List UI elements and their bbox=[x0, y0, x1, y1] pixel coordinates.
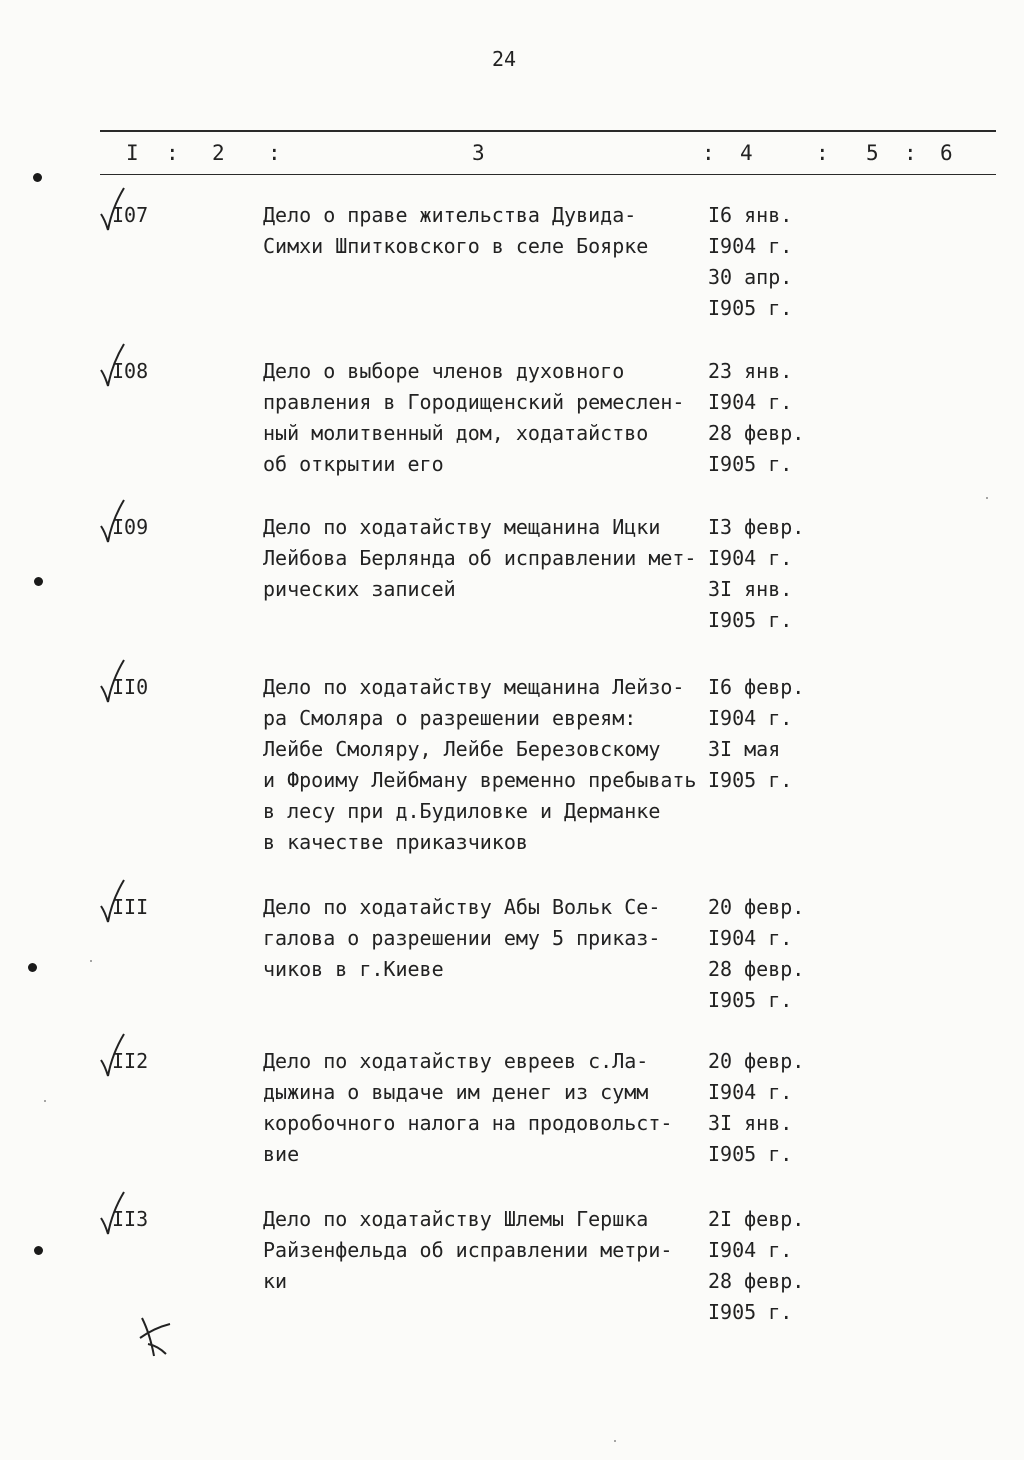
description-line: коробочного налога на продовольст- bbox=[263, 1111, 673, 1135]
description-line: галова о разрешении ему 5 приказ- bbox=[263, 926, 661, 950]
description-line: и Фроиму Лейбману временно пребывать bbox=[263, 768, 697, 792]
header-rule-bottom bbox=[100, 174, 996, 175]
description-line: ра Смоляра о разрешении евреям: bbox=[263, 706, 637, 730]
entry-dates bbox=[708, 356, 804, 480]
date-line: I904 г. bbox=[708, 234, 793, 258]
punch-hole-dot bbox=[33, 173, 42, 182]
entry-dates bbox=[708, 512, 804, 636]
description-line: Райзенфельда об исправлении метри- bbox=[263, 1238, 673, 1262]
header-col-2: 2 bbox=[212, 141, 225, 165]
punch-hole-dot bbox=[28, 963, 37, 972]
date-line: I6 февр. bbox=[708, 675, 805, 699]
entry-description bbox=[263, 892, 703, 985]
header-sep-4: : bbox=[816, 141, 829, 165]
entry-dates bbox=[708, 1046, 804, 1170]
entry-description bbox=[263, 200, 703, 262]
header-col-1: I bbox=[126, 141, 139, 165]
date-line: 3I янв. bbox=[708, 1111, 793, 1135]
description-line: в лесу при д.Будиловке и Дерманке bbox=[263, 799, 661, 823]
description-line: ки bbox=[263, 1269, 288, 1293]
description-line: об открытии его bbox=[263, 452, 444, 476]
date-line: I905 г. bbox=[708, 608, 793, 632]
date-line: 3I янв. bbox=[708, 577, 793, 601]
description-line: Дело по ходатайству Абы Вольк Се- bbox=[263, 895, 661, 919]
description-line: правления в Городищенский ремеслен- bbox=[263, 390, 685, 414]
date-line: I905 г. bbox=[708, 768, 793, 792]
entry-number: I09 bbox=[112, 515, 149, 539]
description-line: Дело о праве жительства Дувида- bbox=[263, 203, 637, 227]
entry-number: II0 bbox=[112, 675, 149, 699]
date-line: I904 г. bbox=[708, 390, 793, 414]
date-line: 20 февр. bbox=[708, 1049, 805, 1073]
date-line: I3 февр. bbox=[708, 515, 805, 539]
date-line: I905 г. bbox=[708, 452, 793, 476]
date-line: 23 янв. bbox=[708, 359, 793, 383]
scan-speck bbox=[986, 497, 988, 499]
date-line: I904 г. bbox=[708, 706, 793, 730]
entry-dates bbox=[708, 892, 804, 1016]
handwritten-mark bbox=[136, 1310, 176, 1362]
date-line: 28 февр. bbox=[708, 957, 805, 981]
entry-description bbox=[263, 1204, 703, 1297]
date-line: I904 г. bbox=[708, 1080, 793, 1104]
description-line: ный молитвенный дом, ходатайство bbox=[263, 421, 649, 445]
description-line: Лейбова Берлянда об исправлении мет- bbox=[263, 546, 697, 570]
scan-speck bbox=[614, 1440, 616, 1442]
description-line: Симхи Шпитковского в селе Боярке bbox=[263, 234, 649, 258]
description-line: рических записей bbox=[263, 577, 456, 601]
description-line: Дело по ходатайству мещанина Ицки bbox=[263, 515, 661, 539]
description-line: дыжина о выдаче им денег из сумм bbox=[263, 1080, 649, 1104]
entry-number: III bbox=[112, 895, 149, 919]
date-line: I904 г. bbox=[708, 546, 793, 570]
header-sep-3: : bbox=[702, 141, 715, 165]
header-sep-1: : bbox=[166, 141, 179, 165]
date-line: 28 февр. bbox=[708, 1269, 805, 1293]
header-sep-2: : bbox=[268, 141, 281, 165]
entry-number: I07 bbox=[112, 203, 149, 227]
description-line: в качестве приказчиков bbox=[263, 830, 528, 854]
description-line: Дело по ходатайству мещанина Лейзо- bbox=[263, 675, 685, 699]
header-rule-top bbox=[100, 130, 996, 132]
date-line: I905 г. bbox=[708, 296, 793, 320]
description-line: Лейбе Смоляру, Лейбе Березовскому bbox=[263, 737, 661, 761]
date-line: I904 г. bbox=[708, 926, 793, 950]
entry-number: I08 bbox=[112, 359, 149, 383]
description-line: Дело по ходатайству евреев с.Ла- bbox=[263, 1049, 649, 1073]
entry-dates bbox=[708, 1204, 804, 1328]
description-line: чиков в г.Киеве bbox=[263, 957, 444, 981]
entry-number: II3 bbox=[112, 1207, 149, 1231]
entry-description bbox=[263, 512, 703, 605]
scan-speck bbox=[90, 960, 92, 962]
description-line: Дело по ходатайству Шлемы Гершка bbox=[263, 1207, 649, 1231]
punch-hole-dot bbox=[34, 1246, 43, 1255]
punch-hole-dot bbox=[34, 577, 43, 586]
description-line: Дело о выборе членов духовного bbox=[263, 359, 625, 383]
entry-description bbox=[263, 356, 703, 480]
date-line: I905 г. bbox=[708, 1142, 793, 1166]
entry-number: II2 bbox=[112, 1049, 149, 1073]
date-line: 30 апр. bbox=[708, 265, 793, 289]
scan-speck bbox=[44, 1100, 46, 1102]
date-line: I905 г. bbox=[708, 1300, 793, 1324]
header-col-3: 3 bbox=[472, 141, 485, 165]
date-line: 20 февр. bbox=[708, 895, 805, 919]
page-number: 24 bbox=[492, 47, 517, 71]
date-line: I6 янв. bbox=[708, 203, 793, 227]
description-line: вие bbox=[263, 1142, 300, 1166]
header-col-6: 6 bbox=[940, 141, 953, 165]
entry-description bbox=[263, 1046, 703, 1170]
date-line: 28 февр. bbox=[708, 421, 805, 445]
header-col-5: 5 bbox=[866, 141, 879, 165]
entry-dates bbox=[708, 672, 804, 796]
date-line: I904 г. bbox=[708, 1238, 793, 1262]
header-sep-5: : bbox=[904, 141, 917, 165]
date-line: 2I февр. bbox=[708, 1207, 805, 1231]
entry-description bbox=[263, 672, 703, 858]
entry-dates bbox=[708, 200, 792, 324]
header-col-4: 4 bbox=[740, 141, 753, 165]
date-line: I905 г. bbox=[708, 988, 793, 1012]
date-line: 3I мая bbox=[708, 737, 781, 761]
